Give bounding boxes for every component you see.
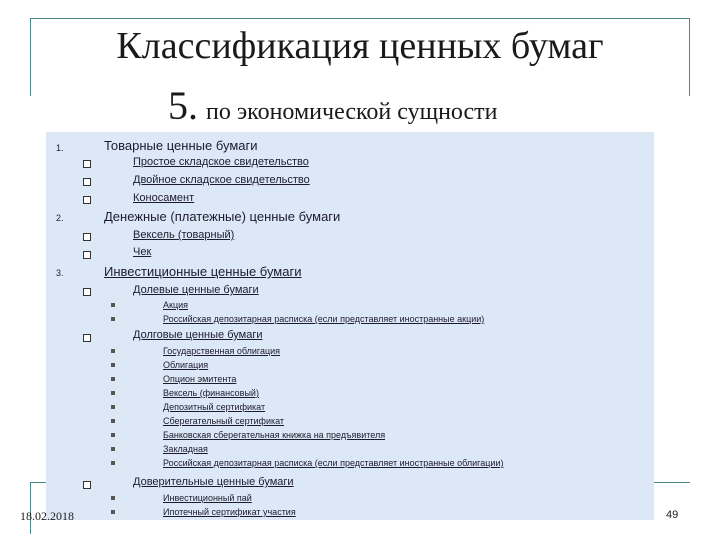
checkbox-bullet-icon	[83, 251, 91, 259]
list-item[interactable]: Закладная	[163, 444, 208, 454]
section-number: 2.	[56, 213, 64, 223]
square-bullet-icon	[111, 419, 115, 423]
slide-subtitle	[168, 82, 498, 129]
square-bullet-icon	[111, 349, 115, 353]
group-title[interactable]: Долговые ценные бумаги	[133, 329, 263, 341]
square-bullet-icon	[111, 496, 115, 500]
group-title[interactable]: Долевые ценные бумаги	[133, 284, 259, 296]
square-bullet-icon	[111, 377, 115, 381]
section-number: 1.	[56, 143, 64, 153]
checkbox-bullet-icon	[83, 178, 91, 186]
square-bullet-icon	[111, 391, 115, 395]
square-bullet-icon	[111, 405, 115, 409]
list-item[interactable]: Инвестиционный пай	[163, 493, 252, 503]
checkbox-bullet-icon	[83, 481, 91, 489]
checkbox-bullet-icon	[83, 288, 91, 296]
square-bullet-icon	[111, 303, 115, 307]
section-heading: Денежные (платежные) ценные бумаги	[104, 209, 341, 224]
list-item[interactable]: Ипотечный сертификат участия	[163, 507, 296, 517]
list-item[interactable]: Двойное складское свидетельство	[133, 174, 310, 186]
list-item[interactable]: Российская депозитарная расписка (если представляет иностранные облигации)	[163, 458, 504, 468]
frame-top-line	[30, 18, 690, 19]
square-bullet-icon	[111, 363, 115, 367]
list-item[interactable]: Вексель (товарный)	[133, 229, 235, 241]
list-item[interactable]: Депозитный сертификат	[163, 402, 266, 412]
list-item[interactable]: Акция	[163, 300, 188, 310]
square-bullet-icon	[111, 461, 115, 465]
list-item[interactable]: Простое складское свидетельство	[133, 156, 309, 168]
list-item[interactable]: Банковская сберегательная книжка на предъявителя	[163, 430, 386, 440]
checkbox-bullet-icon	[83, 160, 91, 168]
list-item[interactable]: Государственная облигация	[163, 346, 281, 356]
list-item[interactable]: Вексель (финансовый)	[163, 388, 259, 398]
square-bullet-icon	[111, 510, 115, 514]
square-bullet-icon	[111, 447, 115, 451]
list-item[interactable]: Облигация	[163, 360, 209, 370]
list-item[interactable]: Опцион эмитента	[163, 374, 237, 384]
square-bullet-icon	[111, 317, 115, 321]
list-item[interactable]: Чек	[133, 246, 152, 258]
checkbox-bullet-icon	[83, 334, 91, 342]
checkbox-bullet-icon	[83, 196, 91, 204]
section-heading: Инвестиционные ценные бумаги	[104, 264, 302, 279]
square-bullet-icon	[111, 433, 115, 437]
slide-title: Классификация ценных бумаг	[116, 25, 604, 67]
checkbox-bullet-icon	[83, 233, 91, 241]
frame-bottom-left-line	[30, 482, 31, 534]
page-number: 49	[666, 509, 679, 521]
footer-date: 18.02.2018	[20, 509, 74, 523]
section-number: 3.	[56, 268, 64, 278]
subtitle-number: 5.	[168, 83, 198, 128]
section-heading: Товарные ценные бумаги	[104, 138, 258, 153]
list-item[interactable]: Коносамент	[133, 192, 195, 204]
list-item[interactable]: Сберегательный сертификат	[163, 416, 285, 426]
subtitle-text: по экономической сущности	[206, 99, 498, 125]
list-item[interactable]: Российская депозитарная расписка (если представляет иностранные акции)	[163, 314, 485, 324]
group-title[interactable]: Доверительные ценные бумаги	[133, 476, 294, 488]
